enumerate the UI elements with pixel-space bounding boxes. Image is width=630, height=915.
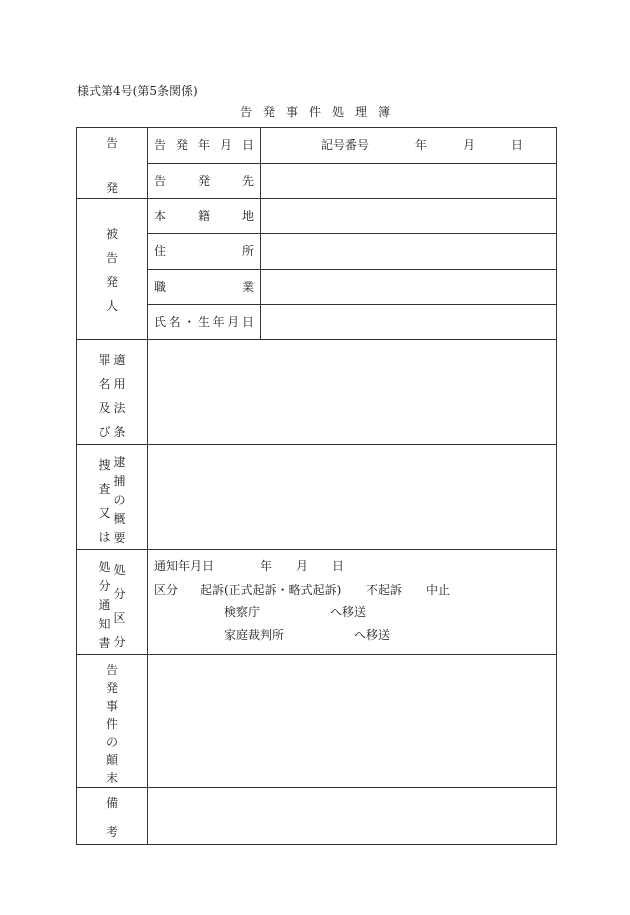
complaint-ledger-table: [76, 127, 557, 845]
offense-law-label-cell: 罪 名 及 び 適 用 法 条: [77, 340, 148, 445]
record-month-label: 月: [463, 138, 476, 152]
prosecutor-office-label: 検察庁: [224, 605, 261, 619]
notice-date-label: 通知年月日: [154, 559, 215, 573]
complainant-label-char: 告: [105, 136, 118, 150]
registered-domicile-label: 本 籍 地: [148, 199, 261, 234]
complaint-to-label: 告 発 先: [148, 163, 261, 199]
remarks-label-cell: [77, 788, 148, 845]
occupation-field[interactable]: [261, 269, 557, 304]
complainant-label-char: 発: [105, 181, 118, 195]
family-court-label: 家庭裁判所: [224, 628, 285, 642]
transfer-label-1: へ移送: [330, 605, 367, 619]
transfer-label-2: へ移送: [354, 628, 391, 642]
non-prosecution-option: 不起訴: [366, 583, 403, 597]
accused-label-char: 告: [105, 251, 118, 265]
accused-label-char: 発: [105, 275, 118, 289]
suspension-option: 中止: [426, 583, 451, 597]
registered-domicile-field[interactable]: [261, 199, 557, 234]
address-field[interactable]: [261, 234, 557, 269]
category-label: 区分: [154, 583, 179, 597]
investigation-summary-field[interactable]: [148, 445, 557, 550]
accused-label-char: 人: [105, 299, 118, 313]
remarks-label-char: 考: [105, 825, 118, 839]
name-dob-label: 氏 名 ・ 生 年 月 日: [148, 304, 261, 339]
address-label: 住 所: [148, 234, 261, 269]
name-dob-field[interactable]: [261, 304, 557, 339]
notice-day-label: 日: [332, 559, 345, 573]
form-header: 様式第4号(第5条関係): [77, 84, 198, 98]
record-day-label: 日: [511, 138, 524, 152]
offense-law-field[interactable]: [148, 340, 557, 445]
accused-label-cell: [77, 199, 148, 340]
complainant-label-cell: [77, 128, 148, 199]
disposition-label-cell: 処 分 通 知 書 処 分 区 分: [77, 550, 148, 655]
record-number-cell[interactable]: [261, 128, 557, 164]
complaint-date-label: 告 発 年 月 日: [148, 128, 261, 164]
notice-year-label: 年: [260, 559, 273, 573]
prosecution-option: 起訴(正式起訴・略式起訴): [200, 583, 342, 597]
document-title: 告発事件処理簿: [239, 105, 401, 119]
accused-label-char: 被: [105, 227, 118, 241]
remarks-label-char: 備: [105, 796, 118, 810]
investigation-label-cell: 捜 査 又 は 逮 捕 の 概 要: [77, 445, 148, 550]
notice-month-label: 月: [296, 559, 309, 573]
case-outcome-field[interactable]: [148, 655, 557, 788]
outcome-label-cell: 告 発 事 件 の 顛 末: [77, 655, 148, 788]
record-year-label: 年: [415, 138, 428, 152]
remarks-field[interactable]: [148, 788, 557, 845]
complaint-to-field[interactable]: [261, 163, 557, 199]
record-number-label: 記号番号: [321, 138, 370, 152]
occupation-label: 職 業: [148, 269, 261, 304]
disposition-field[interactable]: [148, 550, 557, 655]
